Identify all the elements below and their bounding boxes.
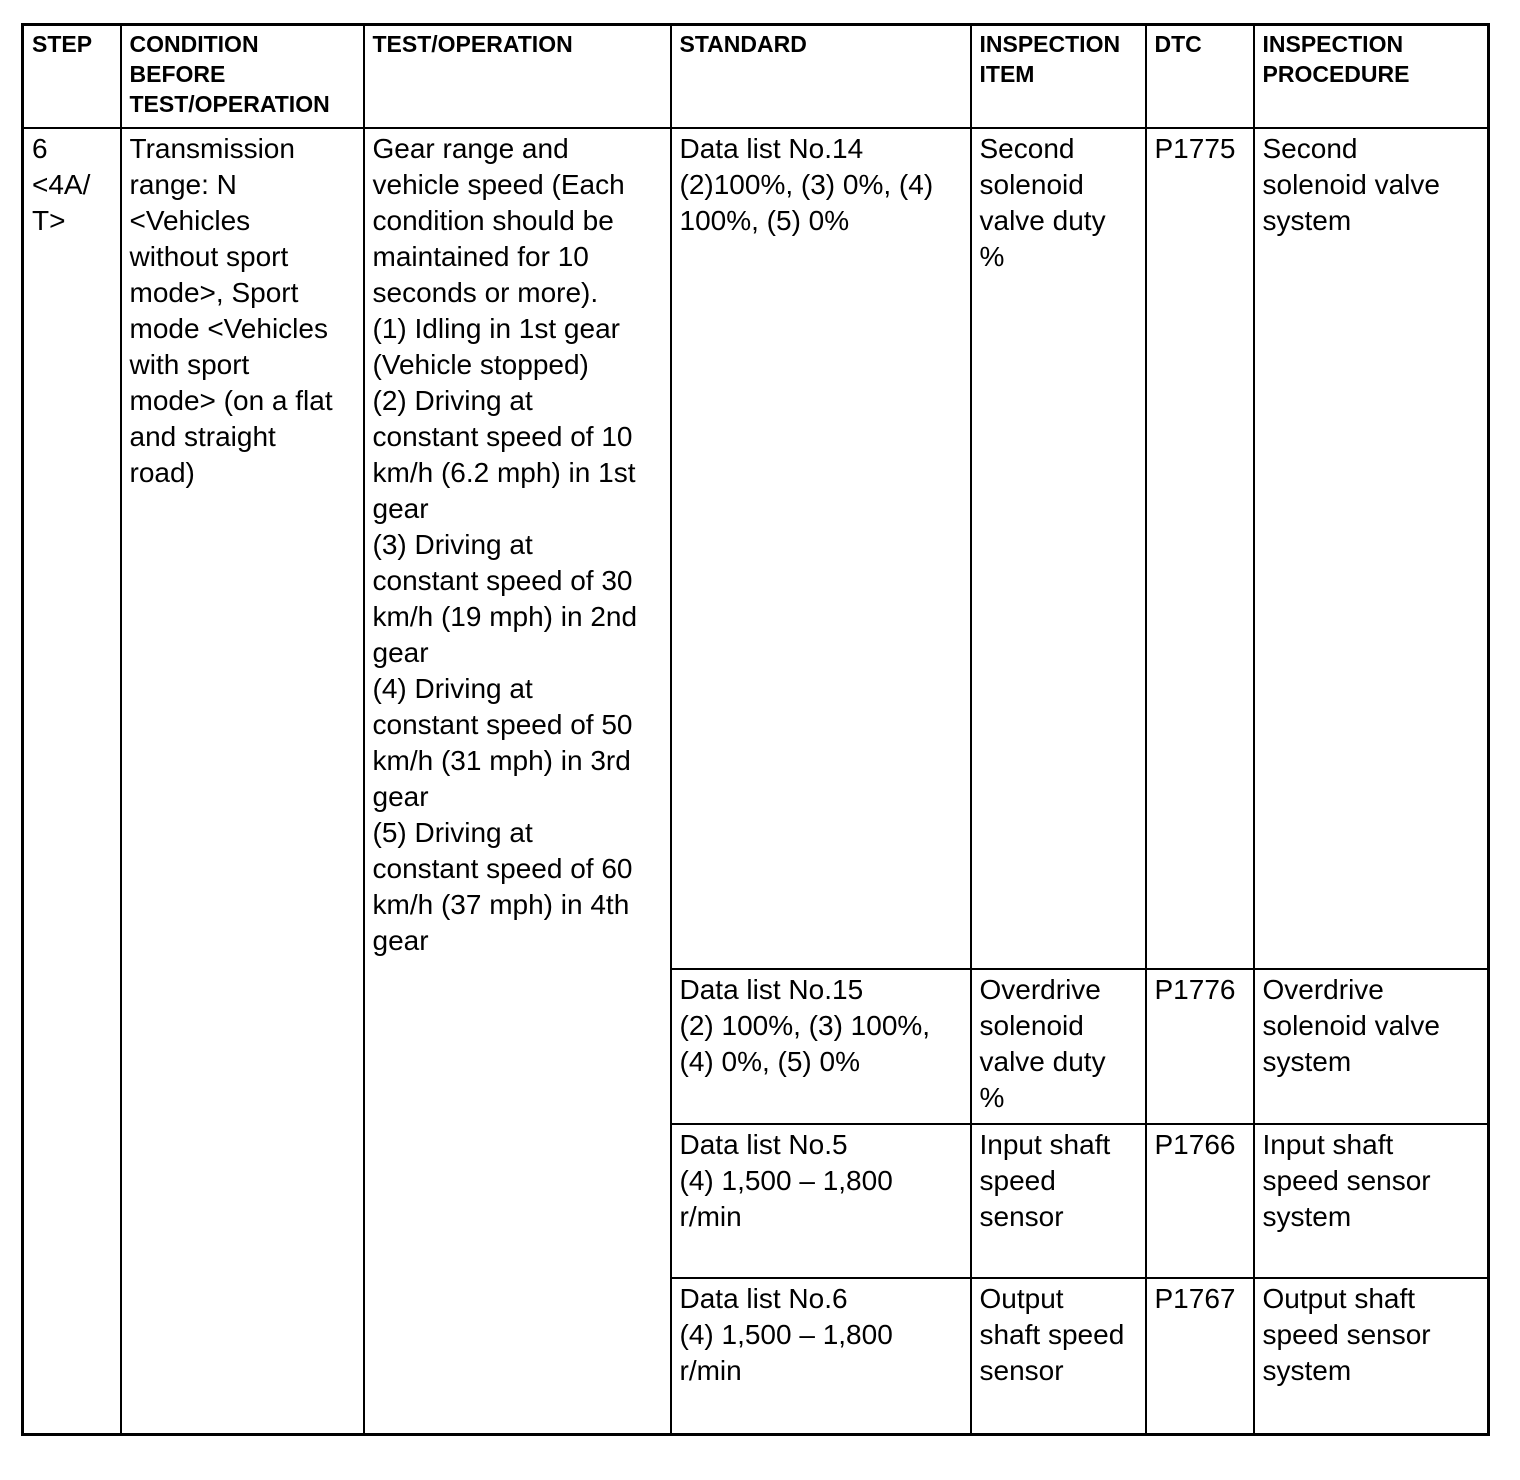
inspection-procedure-cell: Output shaft speed sensor system <box>1254 1278 1489 1435</box>
standard-cell: Data list No.15 (2) 100%, (3) 100%, (4) 0%, (5) 0% <box>671 969 971 1123</box>
inspection-procedure-cell: Input shaft speed sensor system <box>1254 1124 1489 1278</box>
condition-cell: Transmission range: N <Vehicles without sport mode>, Sport mode <Vehicles with sport mode> (on a flat and straight road) <box>121 128 364 1435</box>
inspection-procedure-cell: Second solenoid valve system <box>1254 128 1489 969</box>
header-step: STEP <box>23 25 121 129</box>
dtc-cell: P1767 <box>1146 1278 1254 1435</box>
header-dtc: DTC <box>1146 25 1254 129</box>
standard-cell: Data list No.5 (4) 1,500 – 1,800 r/min <box>671 1124 971 1278</box>
dtc-cell: P1766 <box>1146 1124 1254 1278</box>
header-condition: CONDITION BEFORE TEST/OPERATION <box>121 25 364 129</box>
header-inspection-item: INSPECTION ITEM <box>971 25 1146 129</box>
header-inspection-procedure: INSPECTION PROCEDURE <box>1254 25 1489 129</box>
header-row <box>23 25 1489 129</box>
inspection-procedure-cell: Overdrive solenoid valve system <box>1254 969 1489 1123</box>
standard-cell: Data list No.6 (4) 1,500 – 1,800 r/min <box>671 1278 971 1435</box>
inspection-item-cell: Input shaft speed sensor <box>971 1124 1146 1278</box>
inspection-item-cell: Overdrive solenoid valve duty % <box>971 969 1146 1123</box>
dtc-cell: P1775 <box>1146 128 1254 969</box>
table-row <box>23 128 1489 969</box>
header-standard: STANDARD <box>671 25 971 129</box>
standard-cell: Data list No.14 (2)100%, (3) 0%, (4) 100%, (5) 0% <box>671 128 971 969</box>
header-test-operation: TEST/OPERATION <box>364 25 671 129</box>
test-operation-cell: Gear range and vehicle speed (Each condition should be maintained for 10 seconds or more). (1) Idling in 1st gear (Vehicle stopped) (2) Driving at constant speed of 10 km/h (6.2 mph) in 1st gear (3) Driving at constant speed of 30 km/h (19 mph) in 2nd gear (4) Driving at constant speed of 50 km/h (31 mph) in 3rd gear (5) Driving at constant speed of 60 km/h (37 mph) in 4th gear <box>364 128 671 1435</box>
inspection-item-cell: Output shaft speed sensor <box>971 1278 1146 1435</box>
inspection-table <box>21 23 1490 1436</box>
inspection-item-cell: Second solenoid valve duty % <box>971 128 1146 969</box>
step-cell: 6 <4A/ T> <box>23 128 121 1435</box>
dtc-cell: P1776 <box>1146 969 1254 1123</box>
